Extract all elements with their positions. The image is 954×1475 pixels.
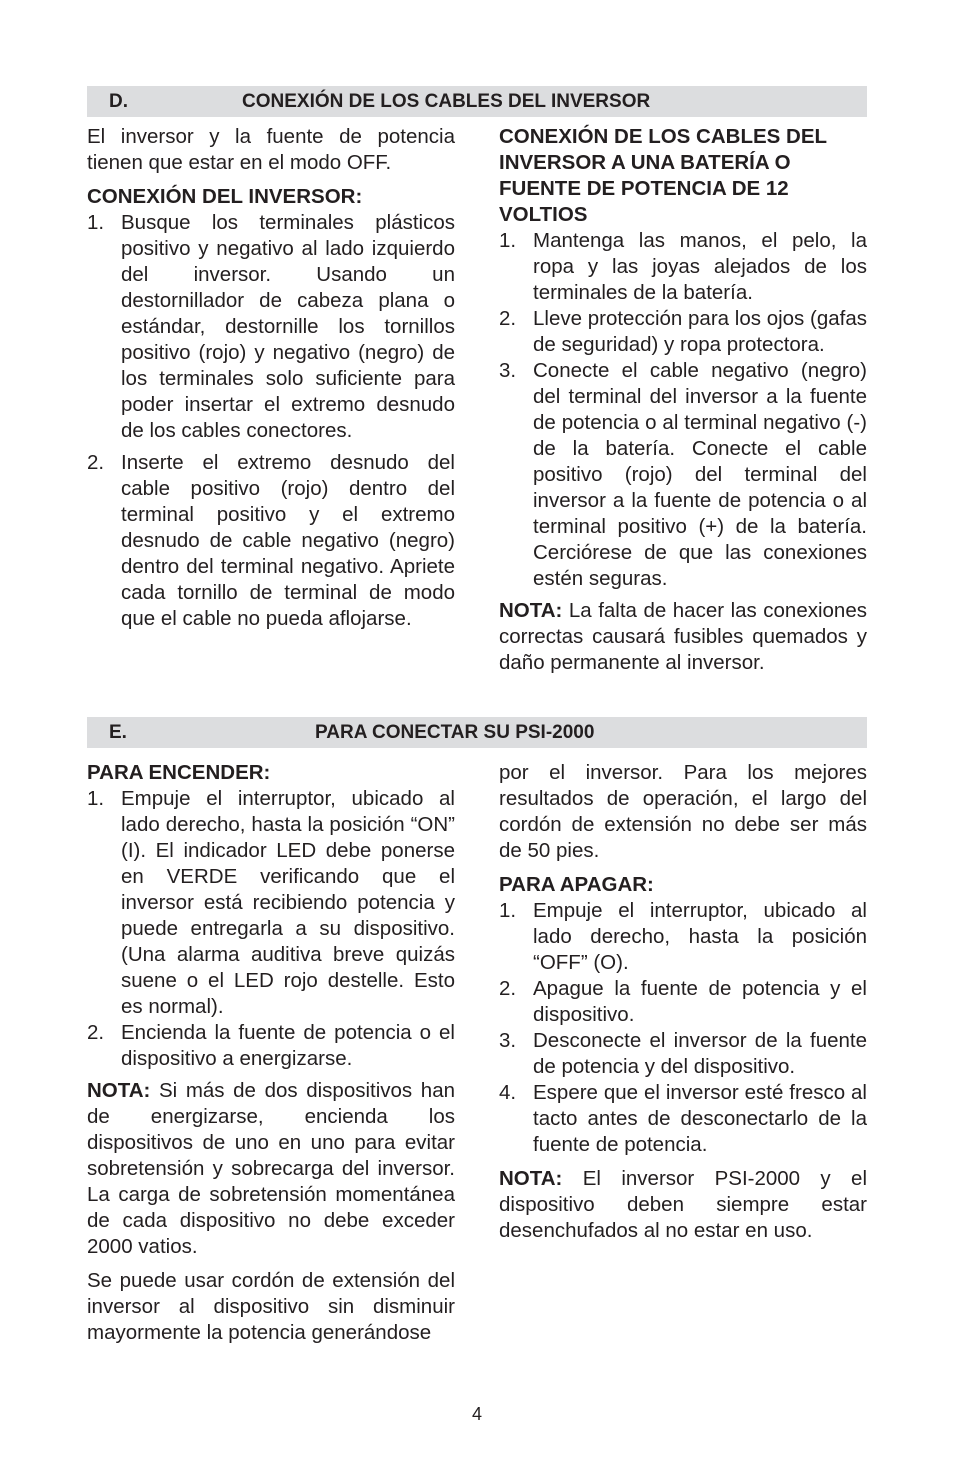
list-item — [87, 210, 455, 444]
step-text: Espere que el inversor esté fresco al tacto antes de desconectarlo de la fuente de potencia. — [533, 1081, 867, 1156]
extension-cord-continuation: por el inversor. Para los mejores resultados de operación, el largo del cordón de extensión no debe ser más de 50 pies. — [499, 761, 867, 862]
step-number: 1. — [499, 229, 517, 252]
list-item — [499, 1028, 867, 1080]
step-text: Desconecte el inversor de la fuente de potencia y del dispositivo. — [533, 1029, 867, 1078]
note-text: La falta de hacer las conexiones correctas causará fusibles quemados y daño permanente al inversor. — [499, 599, 867, 674]
battery-connection-heading: CONEXIÓN DE LOS CABLES DEL INVERSOR A UNA BATERÍA O FUENTE DE POTENCIA DE 12 VOLTIOS — [499, 125, 827, 226]
section-d-title: CONEXIÓN DE LOS CABLES DEL INVERSOR — [242, 91, 651, 112]
intro-paragraph: El inversor y la fuente de potencia tienen que estar en el modo OFF. — [87, 125, 455, 174]
section-d-letter: D. — [109, 91, 128, 112]
section-e-letter: E. — [109, 722, 127, 743]
step-text: Lleve protección para los ojos (gafas de seguridad) y ropa protectora. — [533, 307, 867, 356]
note-label: NOTA: — [499, 1167, 563, 1190]
inverter-connection-heading: CONEXIÓN DEL INVERSOR: — [87, 185, 363, 208]
note-label: NOTA: — [499, 599, 563, 622]
inverter-connection-steps — [87, 210, 455, 632]
step-number: 1. — [499, 899, 517, 922]
step-number: 3. — [499, 1029, 517, 1052]
battery-connection-steps — [499, 228, 867, 592]
section-d-header — [87, 86, 867, 117]
step-number: 2. — [499, 307, 517, 330]
list-item — [87, 450, 455, 632]
step-number: 2. — [87, 451, 105, 474]
step-text: Inserte el extremo desnudo del cable positivo (rojo) dentro del terminal positivo y el extremo desnudo de cable negativo (negro) dentro del terminal negativo. Apriete cada tornillo de terminal de modo que el cable no pueda aflojarse. — [121, 451, 455, 630]
list-item — [499, 898, 867, 976]
page-number: 4 — [471, 1404, 482, 1424]
section-d-right-column — [499, 124, 867, 676]
step-text: Apague la fuente de potencia y el dispositivo. — [533, 977, 867, 1026]
note-text: Si más de dos dispositivos han de energizarse, encienda los dispositivos de uno en uno para evitar sobretensión y sobrecarga del inversor. La carga de sobretensión momentánea de cada dispositivo no debe exceder 2000 vatios. — [87, 1079, 455, 1258]
section-e-header — [87, 717, 867, 748]
list-item — [87, 786, 455, 1020]
note-paragraph — [499, 598, 867, 676]
step-number: 2. — [87, 1021, 105, 1044]
extension-cord-paragraph: Se puede usar cordón de extensión del inversor al dispositivo sin disminuir mayormente la potencia generándose — [87, 1269, 455, 1344]
step-number: 1. — [87, 211, 105, 234]
list-item — [499, 1080, 867, 1158]
list-item — [499, 306, 867, 358]
step-text: Empuje el interruptor, ubicado al lado derecho, hasta la posición “OFF” (O). — [533, 899, 867, 974]
list-item — [499, 228, 867, 306]
section-e-right-column — [499, 760, 867, 1244]
step-number: 1. — [87, 787, 105, 810]
power-on-steps — [87, 786, 455, 1072]
section-e-left-column — [87, 760, 455, 1346]
note-paragraph — [87, 1078, 455, 1260]
step-text: Encienda la fuente de potencia o el dispositivo a energizarse. — [121, 1021, 455, 1070]
step-text: Conecte el cable negativo (negro) del terminal del inversor a la fuente de potencia o al terminal negativo (-) de la batería. Conecte el cable positivo (rojo) del terminal del inversor a la fuente de potencia o al terminal positivo (+) de la batería. Cerciórese de que las conexiones estén seguras. — [533, 359, 867, 590]
step-number: 3. — [499, 359, 517, 382]
section-e-title: PARA CONECTAR SU PSI-2000 — [315, 722, 595, 743]
step-number: 2. — [499, 977, 517, 1000]
step-number: 4. — [499, 1081, 517, 1104]
note-text: El inversor PSI-2000 y el dispositivo deben siempre estar desenchufados al no estar en uso. — [499, 1167, 867, 1242]
note-paragraph — [499, 1166, 867, 1244]
power-off-steps — [499, 898, 867, 1158]
section-d-left-column — [87, 124, 455, 632]
step-text: Busque los terminales plásticos positivo y negativo al lado izquierdo del inversor. Usando un destornillador de cabeza plana o estándar, destornille los tornillos positivo (rojo) y negativo (negro) de los terminales solo suficiente para poder insertar el extremo desnudo de los cables conectores. — [121, 211, 455, 442]
note-label: NOTA: — [87, 1079, 151, 1102]
list-item — [87, 1020, 455, 1072]
list-item — [499, 976, 867, 1028]
power-on-heading: PARA ENCENDER: — [87, 761, 271, 784]
list-item — [499, 358, 867, 592]
step-text: Empuje el interruptor, ubicado al lado derecho, hasta la posición “ON” (I). El indicador LED debe ponerse en VERDE verificando que el inversor está recibiendo potencia y puede entregarla a su dispositivo. (Una alarma auditiva breve quizás suene o el LED rojo destelle. Esto es normal). — [121, 787, 455, 1018]
power-off-heading: PARA APAGAR: — [499, 873, 654, 896]
step-text: Mantenga las manos, el pelo, la ropa y las joyas alejados de los terminales de la batería. — [533, 229, 867, 304]
